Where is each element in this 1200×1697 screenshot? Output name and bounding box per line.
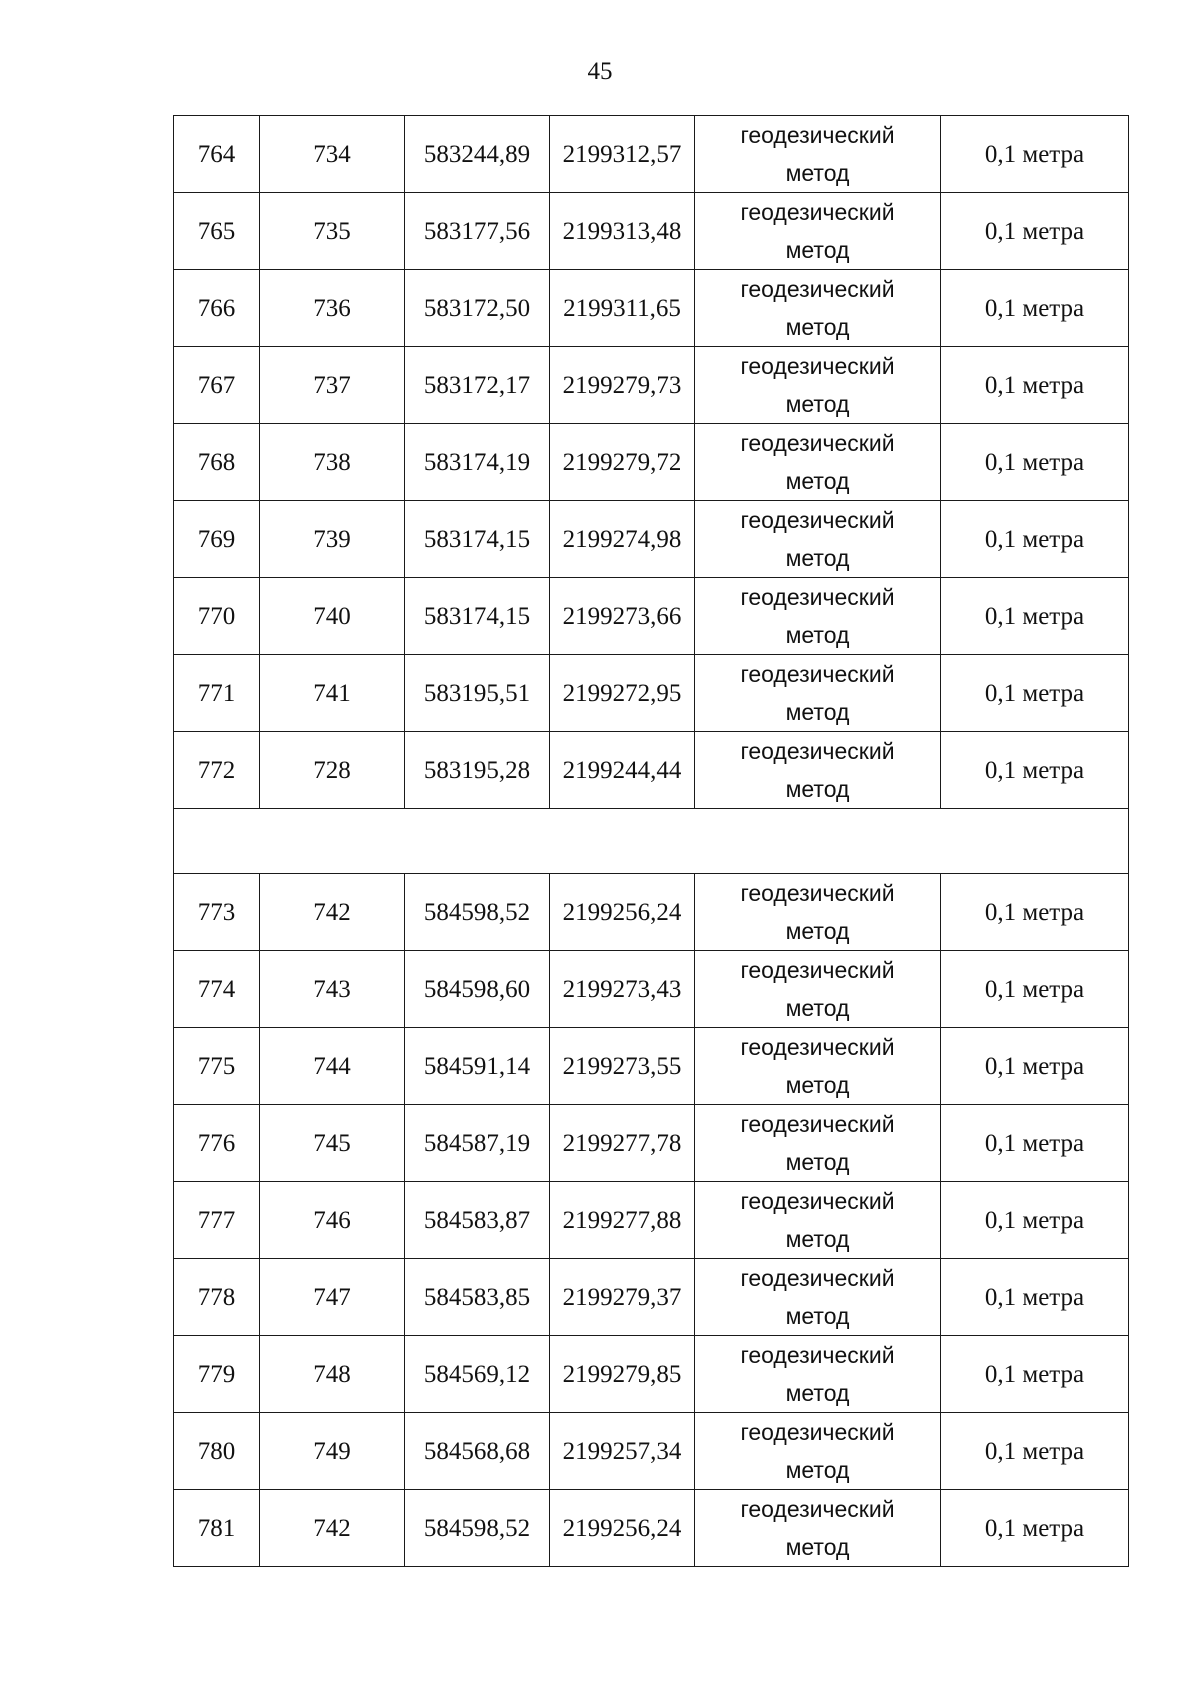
cell-row-number: 772 [174,732,260,809]
cell-x-coordinate: 583174,15 [405,501,550,578]
method-line-1: геодезический [740,1188,895,1214]
cell-x-coordinate: 583174,19 [405,424,550,501]
cell-accuracy: 0,1 метра [941,1182,1129,1259]
cell-point-number: 741 [260,655,405,732]
method-line-2: метод [785,1149,850,1175]
cell-accuracy: 0,1 метра [941,1490,1129,1567]
cell-point-number: 742 [260,1490,405,1567]
cell-accuracy: 0,1 метра [941,116,1129,193]
separator-row [174,809,1129,874]
cell-method [695,1182,941,1259]
method-line-1: геодезический [740,507,895,533]
cell-point-number: 745 [260,1105,405,1182]
cell-y-coordinate: 2199273,66 [550,578,695,655]
cell-accuracy: 0,1 метра [941,270,1129,347]
method-line-1: геодезический [740,1496,895,1522]
table-row [174,1259,1129,1336]
method-line-1: геодезический [740,1034,895,1060]
method-line-1: геодезический [740,738,895,764]
cell-y-coordinate: 2199312,57 [550,116,695,193]
cell-x-coordinate: 584598,52 [405,874,550,951]
method-line-2: метод [785,776,850,802]
method-line-2: метод [785,468,850,494]
cell-x-coordinate: 584598,60 [405,951,550,1028]
cell-x-coordinate: 583172,17 [405,347,550,424]
cell-method [695,1028,941,1105]
cell-accuracy: 0,1 метра [941,1336,1129,1413]
cell-y-coordinate: 2199313,48 [550,193,695,270]
cell-point-number: 746 [260,1182,405,1259]
cell-point-number: 737 [260,347,405,424]
cell-y-coordinate: 2199279,85 [550,1336,695,1413]
method-line-1: геодезический [740,1342,895,1368]
cell-accuracy: 0,1 метра [941,1413,1129,1490]
cell-x-coordinate: 584587,19 [405,1105,550,1182]
cell-row-number: 768 [174,424,260,501]
cell-row-number: 764 [174,116,260,193]
method-line-1: геодезический [740,957,895,983]
cell-y-coordinate: 2199279,73 [550,347,695,424]
cell-x-coordinate: 584568,68 [405,1413,550,1490]
table-row [174,424,1129,501]
cell-method [695,1336,941,1413]
table-row [174,874,1129,951]
cell-point-number: 740 [260,578,405,655]
cell-point-number: 742 [260,874,405,951]
cell-accuracy: 0,1 метра [941,347,1129,424]
cell-y-coordinate: 2199273,43 [550,951,695,1028]
cell-x-coordinate: 584569,12 [405,1336,550,1413]
cell-method [695,193,941,270]
cell-row-number: 769 [174,501,260,578]
coordinates-group-a [174,116,1129,809]
method-line-2: метод [785,391,850,417]
cell-accuracy: 0,1 метра [941,655,1129,732]
cell-point-number: 734 [260,116,405,193]
cell-x-coordinate: 583177,56 [405,193,550,270]
cell-method [695,1105,941,1182]
page-number: 45 [587,58,613,85]
cell-y-coordinate: 2199277,78 [550,1105,695,1182]
cell-accuracy: 0,1 метра [941,193,1129,270]
cell-accuracy: 0,1 метра [941,951,1129,1028]
separator-cell [174,809,1129,874]
method-line-1: геодезический [740,122,895,148]
cell-accuracy: 0,1 метра [941,578,1129,655]
cell-accuracy: 0,1 метра [941,501,1129,578]
cell-method [695,1413,941,1490]
cell-y-coordinate: 2199272,95 [550,655,695,732]
table-row [174,501,1129,578]
method-line-2: метод [785,1303,850,1329]
cell-method [695,116,941,193]
method-line-2: метод [785,237,850,263]
method-line-1: геодезический [740,584,895,610]
cell-row-number: 770 [174,578,260,655]
cell-accuracy: 0,1 метра [941,874,1129,951]
method-line-2: метод [785,1534,850,1560]
cell-x-coordinate: 583174,15 [405,578,550,655]
cell-row-number: 778 [174,1259,260,1336]
cell-point-number: 748 [260,1336,405,1413]
cell-row-number: 775 [174,1028,260,1105]
cell-row-number: 780 [174,1413,260,1490]
cell-y-coordinate: 2199256,24 [550,874,695,951]
cell-accuracy: 0,1 метра [941,1105,1129,1182]
cell-y-coordinate: 2199311,65 [550,270,695,347]
cell-point-number: 735 [260,193,405,270]
cell-method [695,1259,941,1336]
cell-point-number: 743 [260,951,405,1028]
cell-row-number: 776 [174,1105,260,1182]
table-row [174,732,1129,809]
cell-method [695,347,941,424]
method-line-2: метод [785,1457,850,1483]
cell-accuracy: 0,1 метра [941,424,1129,501]
method-line-2: метод [785,699,850,725]
cell-row-number: 771 [174,655,260,732]
group-separator [174,809,1129,874]
cell-y-coordinate: 2199257,34 [550,1413,695,1490]
method-line-1: геодезический [740,353,895,379]
method-line-2: метод [785,314,850,340]
cell-x-coordinate: 583195,28 [405,732,550,809]
cell-y-coordinate: 2199277,88 [550,1182,695,1259]
cell-row-number: 781 [174,1490,260,1567]
table-row [174,1028,1129,1105]
table-row [174,1336,1129,1413]
method-line-1: геодезический [740,1265,895,1291]
method-line-2: метод [785,918,850,944]
cell-accuracy: 0,1 метра [941,732,1129,809]
cell-x-coordinate: 584583,85 [405,1259,550,1336]
cell-method [695,501,941,578]
cell-point-number: 728 [260,732,405,809]
cell-row-number: 767 [174,347,260,424]
cell-y-coordinate: 2199244,44 [550,732,695,809]
table-row [174,655,1129,732]
method-line-2: метод [785,545,850,571]
method-line-2: метод [785,622,850,648]
cell-point-number: 739 [260,501,405,578]
table-row [174,1413,1129,1490]
cell-row-number: 773 [174,874,260,951]
cell-row-number: 774 [174,951,260,1028]
method-line-2: метод [785,1072,850,1098]
cell-y-coordinate: 2199274,98 [550,501,695,578]
table-row [174,578,1129,655]
cell-accuracy: 0,1 метра [941,1259,1129,1336]
cell-y-coordinate: 2199256,24 [550,1490,695,1567]
table-row [174,1182,1129,1259]
cell-x-coordinate: 583244,89 [405,116,550,193]
cell-point-number: 744 [260,1028,405,1105]
cell-method [695,578,941,655]
method-line-2: метод [785,1380,850,1406]
method-line-1: геодезический [740,1111,895,1137]
coordinates-group-b [174,874,1129,1567]
table-row [174,347,1129,424]
coordinates-table [173,115,1129,1567]
cell-point-number: 736 [260,270,405,347]
table-row [174,1105,1129,1182]
cell-y-coordinate: 2199279,72 [550,424,695,501]
method-line-1: геодезический [740,430,895,456]
cell-x-coordinate: 583195,51 [405,655,550,732]
cell-y-coordinate: 2199273,55 [550,1028,695,1105]
table-row [174,193,1129,270]
method-line-1: геодезический [740,199,895,225]
cell-x-coordinate: 583172,50 [405,270,550,347]
cell-row-number: 766 [174,270,260,347]
cell-method [695,951,941,1028]
cell-row-number: 765 [174,193,260,270]
cell-point-number: 738 [260,424,405,501]
cell-method [695,655,941,732]
cell-method [695,270,941,347]
cell-point-number: 749 [260,1413,405,1490]
cell-x-coordinate: 584583,87 [405,1182,550,1259]
method-line-2: метод [785,1226,850,1252]
method-line-2: метод [785,995,850,1021]
table-row [174,1490,1129,1567]
cell-method [695,1490,941,1567]
cell-method [695,424,941,501]
method-line-1: геодезический [740,276,895,302]
table-row [174,270,1129,347]
cell-method [695,874,941,951]
method-line-1: геодезический [740,1419,895,1445]
method-line-1: геодезический [740,661,895,687]
cell-method [695,732,941,809]
table-row [174,951,1129,1028]
method-line-1: геодезический [740,880,895,906]
cell-row-number: 779 [174,1336,260,1413]
table-row [174,116,1129,193]
cell-row-number: 777 [174,1182,260,1259]
method-line-2: метод [785,160,850,186]
cell-x-coordinate: 584598,52 [405,1490,550,1567]
cell-y-coordinate: 2199279,37 [550,1259,695,1336]
cell-x-coordinate: 584591,14 [405,1028,550,1105]
cell-point-number: 747 [260,1259,405,1336]
cell-accuracy: 0,1 метра [941,1028,1129,1105]
